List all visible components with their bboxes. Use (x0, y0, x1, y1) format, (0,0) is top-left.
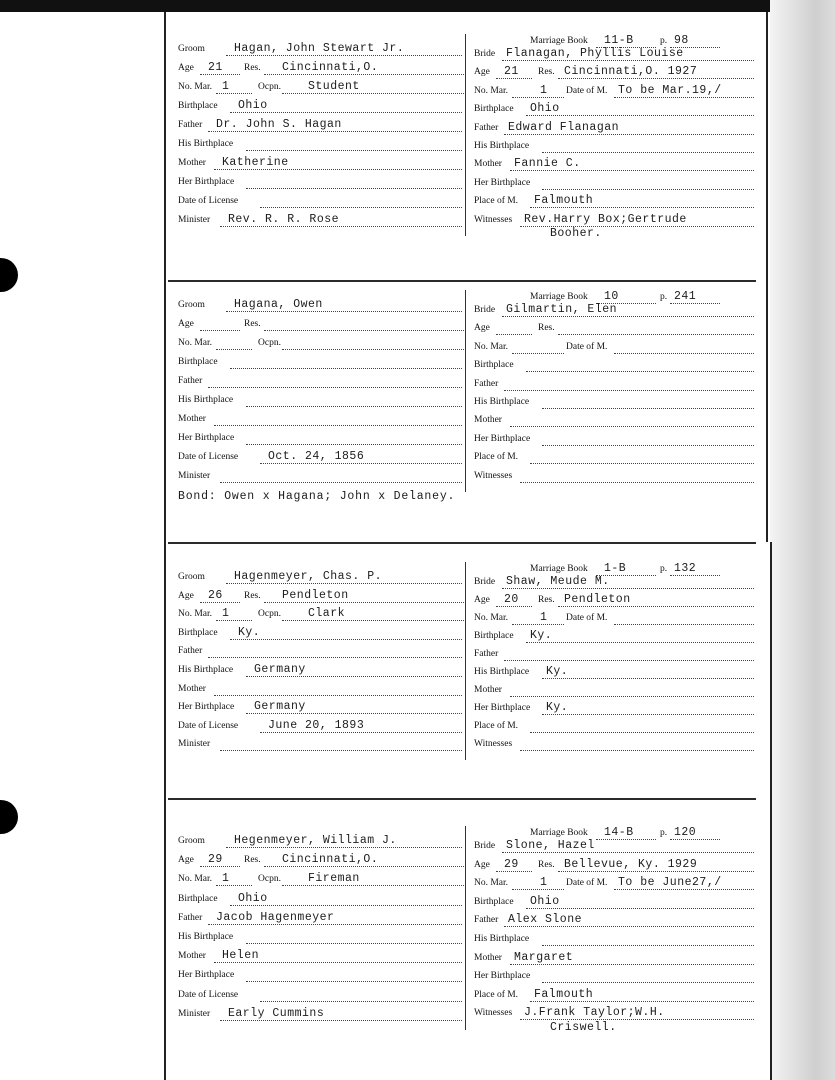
marriage-book-page-label: p. (660, 564, 668, 574)
fill-in-line (542, 982, 754, 983)
fill-in-line (614, 353, 754, 354)
groom-groom-value: Hagan, John Stewart Jr. (234, 42, 405, 55)
fill-in-line (496, 606, 532, 607)
bride-res-label: Res. (538, 859, 555, 870)
fill-in-line (220, 750, 462, 751)
groom-groom-label: Groom (178, 300, 205, 310)
fill-in-line (216, 349, 252, 350)
groom-res-label: Res. (244, 319, 261, 329)
groom-minister-label: Minister (178, 471, 211, 481)
groom-birthplace-label: Birthplace (178, 893, 218, 904)
bride-father-label: Father (474, 649, 499, 659)
marriage-book-value: 11-B (604, 34, 634, 47)
groom-birthplace-label: Birthplace (178, 357, 218, 367)
bride-birthplace-value: Ky. (530, 629, 553, 642)
groom-res-label: Res. (244, 590, 261, 601)
punch-hole (0, 258, 18, 292)
bride-birthplace-label: Birthplace (474, 104, 514, 115)
bride-father-label: Father (474, 122, 499, 133)
bride-no-mar-label: No. Mar. (474, 85, 509, 96)
groom-ocpn-label: Ocpn. (258, 609, 281, 620)
fill-in-line (200, 602, 240, 603)
fill-in-line (520, 750, 754, 751)
groom-ocpn-value: Fireman (308, 872, 360, 886)
groom-mother-label: Mother (178, 414, 206, 424)
fill-in-line (226, 55, 462, 56)
groom-no-mar-label: No. Mar. (178, 609, 213, 620)
marriage-book-page-label: p. (660, 292, 668, 302)
bride-mother-value: Margaret (514, 950, 574, 964)
groom-groom-value: Hegenmeyer, William J. (234, 834, 397, 847)
groom-no-mar-value: 1 (222, 80, 230, 93)
groom-his-birthplace-label: His Birthplace (178, 665, 234, 675)
fill-in-line (542, 152, 754, 153)
fill-in-line (208, 131, 462, 132)
groom-age-value: 29 (208, 853, 223, 867)
groom-age-value: 26 (208, 588, 223, 602)
bride-witnesses-label: Witnesses (474, 470, 513, 481)
groom-res-label: Res. (244, 855, 261, 866)
fill-in-line (526, 371, 754, 372)
card-separator (168, 280, 756, 282)
fill-in-line (214, 962, 462, 963)
groom-res-label: Res. (244, 63, 261, 73)
bride-witnesses-label: Witnesses (474, 739, 513, 749)
fill-in-line (200, 74, 240, 75)
fill-in-line (200, 330, 240, 331)
fill-in-line (226, 847, 462, 848)
marriage-book-label: Marriage Book (530, 292, 588, 302)
marriage-book-page-label: p. (660, 36, 668, 46)
fill-in-line (502, 852, 754, 853)
bride-witnesses-continuation: Criswell. (550, 1021, 617, 1034)
bride-res-label: Res. (538, 67, 555, 78)
fill-in-line (246, 943, 462, 944)
groom-her-birthplace-label: Her Birthplace (178, 970, 235, 981)
bride-his-birthplace-label: His Birthplace (474, 397, 530, 407)
groom-mother-label: Mother (178, 951, 206, 962)
bride-father-label: Father (474, 378, 499, 389)
groom-her-birthplace-label: Her Birthplace (178, 702, 235, 713)
bride-her-birthplace-label: Her Birthplace (474, 177, 531, 188)
bride-age-value: 29 (504, 857, 519, 871)
fill-in-line (558, 78, 754, 79)
bride-bride-label: Bride (474, 49, 496, 59)
marriage-book-page-value: 241 (674, 290, 697, 303)
groom-groom-label: Groom (178, 836, 205, 846)
fill-in-line (496, 871, 532, 872)
fill-in-line (214, 425, 462, 426)
groom-date-of-license-value: June 20, 1893 (268, 718, 365, 732)
bride-birthplace-value: Ohio (530, 102, 560, 116)
bride-witnesses-value: Rev.Harry Box;Gertrude (524, 212, 687, 226)
fill-in-line (558, 334, 754, 335)
fill-in-line (670, 839, 720, 840)
groom-father-label: Father (178, 376, 203, 386)
bride-res-value: Pendleton (564, 593, 631, 606)
groom-no-mar-value: 1 (222, 872, 230, 886)
groom-father-value: Dr. John S. Hagan (216, 118, 342, 131)
groom-mother-value: Katherine (222, 156, 289, 169)
fill-in-line (208, 924, 462, 925)
marriage-book-page-label: p. (660, 828, 668, 838)
column-divider (465, 290, 466, 492)
marriage-book-label: Marriage Book (530, 828, 588, 838)
bride-his-birthplace-label: His Birthplace (474, 141, 530, 151)
fill-in-line (226, 311, 462, 312)
fill-in-line (504, 926, 754, 927)
bride-witnesses-label: Witnesses (474, 214, 513, 225)
fill-in-line (208, 387, 462, 388)
groom-ocpn-label: Ocpn. (258, 874, 281, 885)
groom-father-label: Father (178, 912, 203, 923)
bride-date-of-m-label: Date of M. (566, 878, 608, 889)
bride-mother-value: Fannie C. (514, 157, 581, 171)
fill-in-line (526, 115, 754, 116)
fill-in-line (216, 620, 252, 621)
bride-his-birthplace-label: His Birthplace (474, 934, 530, 944)
scan-right-edge (770, 0, 835, 1080)
groom-father-label: Father (178, 120, 203, 130)
bride-date-of-m-value: To be June27,/ (618, 876, 722, 890)
groom-groom-value: Hagana, Owen (234, 298, 323, 311)
fill-in-line (264, 330, 464, 331)
fill-in-line (502, 60, 754, 61)
groom-groom-label: Groom (178, 44, 205, 54)
fill-in-line (230, 905, 462, 906)
fill-in-line (520, 482, 754, 483)
fill-in-line (502, 316, 754, 317)
fill-in-line (614, 624, 754, 625)
groom-res-value: Cincinnati,O. (282, 61, 379, 74)
bride-mother-label: Mother (474, 952, 502, 963)
bride-res-value: Bellevue, Ky. 1929 (564, 857, 698, 871)
fill-in-line (504, 134, 754, 135)
fill-in-line (542, 678, 754, 679)
groom-birthplace-value: Ohio (238, 891, 268, 905)
groom-minister-label: Minister (178, 1008, 211, 1019)
groom-age-label: Age (178, 319, 194, 329)
marriage-book-label: Marriage Book (530, 564, 588, 574)
fill-in-line (264, 602, 464, 603)
bride-witnesses-continuation: Booher. (550, 227, 602, 240)
fill-in-line (216, 885, 252, 886)
groom-his-birthplace-label: His Birthplace (178, 139, 234, 149)
fill-in-line (542, 945, 754, 946)
fill-in-line (596, 839, 656, 840)
fill-in-line (264, 866, 464, 867)
fill-in-line (542, 445, 754, 446)
bride-date-of-m-label: Date of M. (566, 341, 608, 352)
page-left-border (164, 12, 166, 1080)
bride-her-birthplace-label: Her Birthplace (474, 703, 531, 713)
groom-ocpn-label: Ocpn. (258, 338, 281, 348)
fill-in-line (530, 207, 754, 208)
bride-bride-label: Bride (474, 577, 496, 587)
fill-in-line (530, 732, 754, 733)
bride-age-label: Age (474, 859, 490, 870)
fill-in-line (246, 406, 462, 407)
bride-age-label: Age (474, 67, 490, 78)
groom-date-of-license-label: Date of License (178, 452, 239, 462)
groom-groom-label: Groom (178, 572, 205, 582)
fill-in-line (200, 866, 240, 867)
scan-top-edge (0, 0, 835, 12)
page-right-border (766, 12, 768, 542)
groom-age-label: Age (178, 855, 194, 866)
groom-res-value: Pendleton (282, 588, 349, 602)
groom-age-value: 21 (208, 61, 223, 74)
groom-his-birthplace-label: His Birthplace (178, 932, 234, 942)
bride-father-value: Alex Slone (508, 913, 583, 927)
fill-in-line (542, 714, 754, 715)
groom-ocpn-label: Ocpn. (258, 82, 281, 92)
bride-res-value: Cincinnati,O. 1927 (564, 65, 698, 79)
groom-age-label: Age (178, 590, 194, 601)
fill-in-line (504, 660, 754, 661)
bride-her-birthplace-value: Ky. (546, 701, 569, 714)
bride-his-birthplace-value: Ky. (546, 665, 569, 678)
bride-father-value: Edward Flanagan (508, 120, 620, 134)
fill-in-line (510, 964, 754, 965)
fill-in-line (526, 908, 754, 909)
bride-place-of-m-label: Place of M. (474, 452, 519, 463)
marriage-book-value: 14-B (604, 826, 634, 839)
bride-birthplace-label: Birthplace (474, 896, 514, 907)
fill-in-line (230, 639, 462, 640)
groom-birthplace-value: Ohio (238, 99, 268, 112)
marriage-book-page-value: 132 (674, 562, 697, 575)
fill-in-line (614, 889, 754, 890)
fill-in-line (526, 642, 754, 643)
bride-birthplace-label: Birthplace (474, 631, 514, 641)
bride-his-birthplace-label: His Birthplace (474, 667, 530, 677)
fill-in-line (246, 981, 462, 982)
bride-age-value: 20 (504, 593, 519, 606)
groom-birthplace-label: Birthplace (178, 627, 218, 638)
bride-her-birthplace-label: Her Birthplace (474, 971, 531, 982)
groom-mother-label: Mother (178, 683, 206, 694)
bond-note: Bond: Owen x Hagana; John x Delaney. (178, 490, 456, 503)
fill-in-line (530, 463, 754, 464)
fill-in-line (246, 676, 462, 677)
fill-in-line (510, 170, 754, 171)
fill-in-line (230, 368, 462, 369)
bride-place-of-m-label: Place of M. (474, 196, 519, 207)
bride-bride-value: Shaw, Meude M. (506, 575, 610, 588)
groom-birthplace-label: Birthplace (178, 101, 218, 111)
bride-bride-value: Flanagan, Phyllis Louise (506, 47, 684, 60)
groom-birthplace-value: Ky. (238, 625, 261, 639)
bride-no-mar-value: 1 (540, 83, 548, 97)
fill-in-line (216, 93, 252, 94)
bride-bride-value: Slone, Hazel (506, 839, 595, 852)
bride-res-label: Res. (538, 595, 555, 605)
fill-in-line (246, 188, 462, 189)
fill-in-line (264, 74, 464, 75)
groom-mother-label: Mother (178, 158, 206, 168)
groom-minister-value: Early Cummins (228, 1006, 325, 1020)
fill-in-line (282, 93, 464, 94)
groom-minister-value: Rev. R. R. Rose (228, 213, 340, 226)
groom-his-birthplace-label: His Birthplace (178, 395, 234, 405)
bride-place-of-m-value: Falmouth (534, 194, 594, 208)
groom-date-of-license-label: Date of License (178, 196, 239, 206)
groom-mother-value: Helen (222, 949, 260, 963)
groom-ocpn-value: Student (308, 80, 360, 93)
bride-age-label: Age (474, 595, 490, 605)
groom-his-birthplace-value: Germany (254, 663, 306, 676)
fill-in-line (214, 695, 462, 696)
fill-in-line (214, 169, 462, 170)
fill-in-line (510, 426, 754, 427)
groom-age-label: Age (178, 63, 194, 73)
fill-in-line (226, 583, 462, 584)
fill-in-line (230, 112, 462, 113)
bride-no-mar-label: No. Mar. (474, 341, 509, 352)
fill-in-line (558, 606, 754, 607)
bride-no-mar-label: No. Mar. (474, 878, 509, 889)
fill-in-line (220, 482, 462, 483)
bride-witnesses-value: J.Frank Taylor;W.H. (524, 1006, 665, 1020)
groom-res-value: Cincinnati,O. (282, 853, 379, 867)
groom-minister-label: Minister (178, 739, 211, 750)
bride-bride-label: Bride (474, 841, 496, 851)
page-right-border-lower (770, 542, 772, 1080)
groom-groom-value: Hagenmeyer, Chas. P. (234, 570, 383, 583)
fill-in-line (208, 657, 462, 658)
bride-mother-label: Mother (474, 415, 502, 426)
fill-in-line (512, 97, 564, 98)
groom-father-label: Father (178, 646, 203, 657)
bride-place-of-m-label: Place of M. (474, 989, 519, 1000)
bride-place-of-m-label: Place of M. (474, 721, 519, 731)
fill-in-line (512, 353, 564, 354)
fill-in-line (260, 207, 462, 208)
fill-in-line (496, 78, 532, 79)
column-divider (465, 826, 466, 1030)
fill-in-line (496, 334, 532, 335)
bride-res-label: Res. (538, 323, 555, 334)
fill-in-line (282, 620, 464, 621)
column-divider (465, 562, 466, 760)
marriage-book-label: Marriage Book (530, 36, 588, 46)
fill-in-line (282, 885, 464, 886)
fill-in-line (246, 713, 462, 714)
bride-father-label: Father (474, 915, 499, 926)
fill-in-line (614, 97, 754, 98)
bride-birthplace-value: Ohio (530, 894, 560, 908)
marriage-book-value: 1-B (604, 562, 627, 575)
groom-her-birthplace-label: Her Birthplace (178, 433, 235, 443)
bride-date-of-m-label: Date of M. (566, 85, 608, 96)
groom-no-mar-label: No. Mar. (178, 874, 213, 885)
fill-in-line (246, 444, 462, 445)
fill-in-line (260, 463, 462, 464)
bride-birthplace-label: Birthplace (474, 360, 514, 371)
marriage-book-value: 10 (604, 290, 619, 303)
fill-in-line (502, 588, 754, 589)
fill-in-line (282, 349, 464, 350)
fill-in-line (530, 1001, 754, 1002)
fill-in-line (220, 226, 462, 227)
bride-age-label: Age (474, 323, 490, 334)
column-divider (465, 34, 466, 236)
marriage-book-page-value: 98 (674, 34, 689, 47)
fill-in-line (670, 575, 720, 576)
groom-date-of-license-label: Date of License (178, 720, 239, 731)
fill-in-line (542, 189, 754, 190)
groom-date-of-license-label: Date of License (178, 989, 239, 1000)
bride-mother-label: Mother (474, 685, 502, 695)
fill-in-line (260, 732, 462, 733)
groom-no-mar-value: 1 (222, 607, 230, 621)
bride-no-mar-value: 1 (540, 876, 548, 890)
bride-no-mar-label: No. Mar. (474, 613, 509, 623)
marriage-book-page-value: 120 (674, 826, 697, 839)
bride-witnesses-label: Witnesses (474, 1008, 513, 1019)
groom-no-mar-label: No. Mar. (178, 338, 213, 348)
fill-in-line (670, 303, 720, 304)
fill-in-line (542, 408, 754, 409)
groom-date-of-license-value: Oct. 24, 1856 (268, 450, 365, 463)
bride-bride-label: Bride (474, 305, 496, 315)
card-separator (168, 542, 756, 544)
bride-age-value: 21 (504, 65, 519, 79)
fill-in-line (504, 390, 754, 391)
fill-in-line (260, 1001, 462, 1002)
groom-no-mar-label: No. Mar. (178, 82, 213, 92)
bride-no-mar-value: 1 (540, 611, 548, 624)
bride-bride-value: Gilmartin, Elen (506, 303, 618, 316)
bride-mother-label: Mother (474, 159, 502, 170)
fill-in-line (220, 1020, 462, 1021)
groom-minister-label: Minister (178, 215, 211, 225)
groom-her-birthplace-label: Her Birthplace (178, 177, 235, 187)
groom-ocpn-value: Clark (308, 607, 346, 621)
card-separator (168, 798, 756, 800)
punch-hole (0, 800, 18, 834)
fill-in-line (512, 624, 564, 625)
fill-in-line (246, 150, 462, 151)
bride-place-of-m-value: Falmouth (534, 987, 594, 1001)
groom-her-birthplace-value: Germany (254, 700, 306, 714)
bride-date-of-m-label: Date of M. (566, 613, 608, 623)
fill-in-line (512, 889, 564, 890)
bride-date-of-m-value: To be Mar.19,/ (618, 83, 722, 97)
bride-her-birthplace-label: Her Birthplace (474, 433, 531, 444)
groom-father-value: Jacob Hagenmeyer (216, 910, 335, 924)
fill-in-line (510, 696, 754, 697)
fill-in-line (558, 871, 754, 872)
